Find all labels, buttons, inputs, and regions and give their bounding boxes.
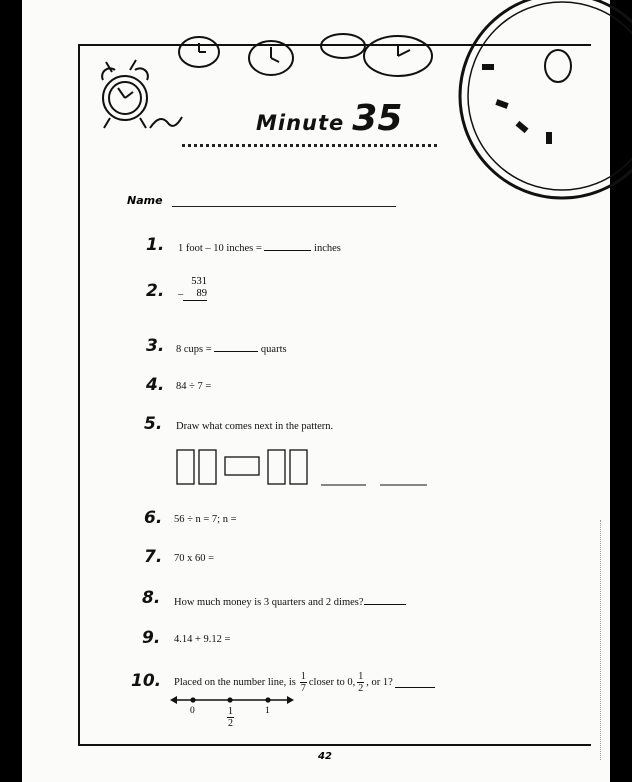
- pattern-wide-rect: [225, 457, 259, 475]
- fraction-denominator: 7: [300, 683, 306, 694]
- number-line-label-1: 1: [265, 706, 270, 716]
- question-10-text: Placed on the number line, is: [174, 677, 296, 688]
- fraction-numerator: 1: [300, 671, 306, 682]
- fraction-one-seventh: [300, 671, 307, 694]
- pattern-tall-rect: [199, 450, 216, 484]
- question-number-6: 6.: [144, 508, 163, 528]
- number-line-point: [227, 697, 232, 702]
- question-1-unit: inches: [314, 243, 341, 254]
- question-3-text: 8 cups =: [176, 344, 212, 355]
- subtraction-problem: [183, 276, 207, 301]
- number-line-label-0: 0: [190, 706, 195, 716]
- question-3-unit: quarts: [260, 344, 287, 355]
- question-number-4: 4.: [146, 375, 165, 395]
- fraction-one-half: [357, 671, 364, 694]
- page-number: 42: [318, 751, 332, 762]
- minuend: 531: [191, 276, 207, 287]
- question-number-7: 7.: [144, 547, 163, 567]
- fraction-denominator: 2: [358, 683, 364, 694]
- page-edge: [600, 520, 604, 760]
- title-word: Minute: [256, 111, 345, 135]
- answer-blank-8[interactable]: [364, 595, 406, 605]
- question-10-end: , or 1?: [366, 677, 393, 688]
- question-number-2: 2.: [146, 281, 165, 301]
- fraction-denominator: 2: [228, 718, 233, 729]
- arrow-right-icon: [287, 696, 294, 704]
- question-9-text: 4.14 + 9.12 =: [174, 634, 231, 645]
- pattern-tall-rect: [268, 450, 285, 484]
- fraction-one-half: [227, 706, 234, 729]
- shape-pattern: [175, 448, 435, 488]
- number-line-point: [190, 697, 195, 702]
- fraction-numerator: 1: [358, 671, 364, 682]
- question-6-text: 56 ÷ n = 7; n =: [174, 514, 237, 525]
- subtrahend: 89: [183, 288, 207, 301]
- arrow-left-icon: [170, 696, 177, 704]
- pattern-tall-rect: [290, 450, 307, 484]
- title-number: 35: [352, 98, 403, 139]
- page-title: [256, 98, 402, 139]
- answer-blank-1[interactable]: [264, 241, 311, 251]
- question-10-middle: closer to 0,: [308, 677, 356, 688]
- number-line-point: [265, 697, 270, 702]
- question-number-9: 9.: [142, 628, 161, 648]
- question-1-text: 1 foot – 10 inches =: [178, 243, 262, 254]
- question-4-text: 84 ÷ 7 =: [176, 381, 212, 392]
- name-label: Name: [127, 194, 163, 207]
- question-1: [178, 241, 341, 254]
- answer-blank-3[interactable]: [214, 342, 258, 352]
- number-line-label-half: [225, 706, 236, 729]
- question-number-10: 10.: [131, 671, 162, 691]
- question-5-text: Draw what comes next in the pattern.: [176, 421, 334, 432]
- question-3: [176, 342, 287, 355]
- name-answer-line[interactable]: [172, 206, 396, 207]
- minus-sign: –: [178, 289, 184, 300]
- fraction-numerator: 1: [228, 706, 233, 717]
- title-dotted-rule: [182, 144, 437, 147]
- question-number-8: 8.: [142, 588, 161, 608]
- question-number-3: 3.: [146, 336, 165, 356]
- answer-blank-10[interactable]: [395, 678, 435, 688]
- question-8-text: How much money is 3 quarters and 2 dimes?: [174, 597, 364, 608]
- question-number-1: 1.: [146, 235, 165, 255]
- pattern-tall-rect: [177, 450, 194, 484]
- question-8: [174, 595, 406, 608]
- question-number-5: 5.: [144, 414, 163, 434]
- question-7-text: 70 x 60 =: [174, 553, 215, 564]
